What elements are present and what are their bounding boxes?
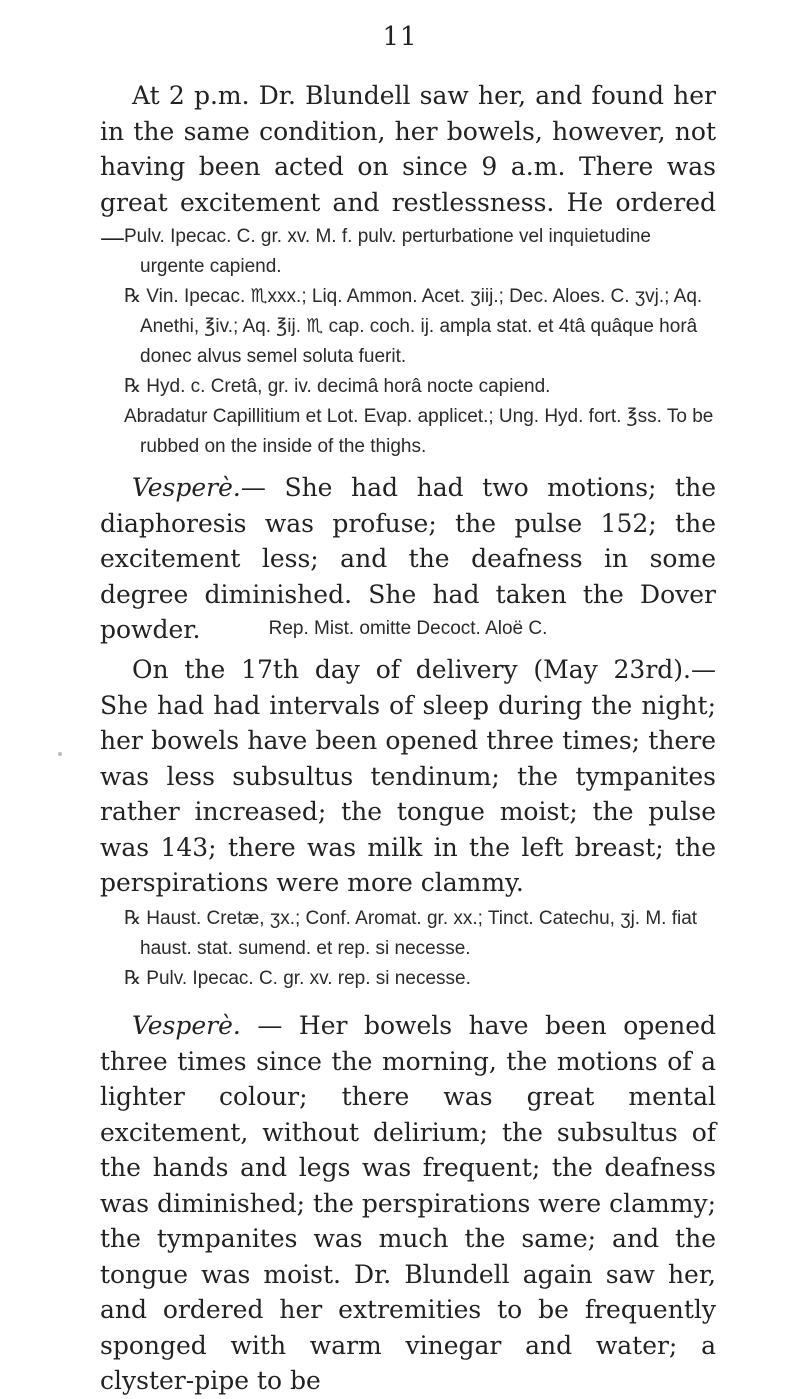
paragraph-body: — She had had two motions; the diaphoresis was profuse; the pulse 152; the excitement less; and the deafness in some degree diminished. She had taken the Dover powder.: [100, 473, 716, 644]
prescription-line: Rep. Mist. omitte Decoct. Aloë C.: [268, 618, 548, 639]
paragraph-text: At 2 p.m. Dr. Blundell saw her, and found her in the same condition, her bowels, however, not having been acted on since 9 a.m. There was great excitement and restlessness. He ordered—: [100, 81, 716, 252]
paragraph-17th-day: [100, 652, 716, 901]
prescription-line: Pulv. Ipecac. C. gr. xv. M. f. pulv. perturbatione vel inquietudine urgente capiend.: [124, 226, 651, 277]
vespere-label: Vesperè.: [132, 473, 241, 502]
paragraph-body: — Her bowels have been opened three times since the morning, the motions of a lighter colour; there was great mental excitement, without delirium; the subsultus of the hands and legs was frequent; the deafness was diminished; the perspirations were clammy; the tympanites was much the same; and the tongue was moist. Dr. Blundell again saw her, and ordered her extremities to be frequently sponged with warm vinegar and water; a clyster-pipe to be: [100, 1011, 717, 1395]
prescription-block-3: [100, 904, 716, 994]
prescription-line: ℞ Pulv. Ipecac. C. gr. xv. rep. si necesse.: [124, 968, 471, 989]
prescription-line: ℞ Vin. Ipecac. ♏xxx.; Liq. Ammon. Acet. ʒiij.; Dec. Aloes. C. ʒvj.; Aq. Anethi, ℥iv.; Aq. ℥ij. ♏ cap. coch. ij. ampla stat. et 4tâ quâque horâ donec alvus semel soluta fuerit.: [124, 286, 703, 367]
paragraph-evening-2: [100, 1008, 716, 1399]
vespere-label: Vesperè.: [132, 1011, 241, 1040]
margin-speck: [58, 752, 62, 756]
paragraph-text: On the 17th day of delivery (May 23rd).— She had had intervals of sleep during the night; her bowels have been opened three times; there was less subsultus tendinum; the tympanites rather increased; the tongue moist; the pulse was 143; there was milk in the left breast; the perspirations were more clammy.: [100, 655, 716, 897]
prescription-line: Abradatur Capillitium et Lot. Evap. applicet.; Ung. Hyd. fort. ℥ss. To be rubbed on the inside of the thighs.: [124, 406, 714, 457]
prescription-block-2: [100, 614, 716, 644]
prescription-line: ℞ Hyd. c. Cretâ, gr. iv. decimâ horâ nocte capiend.: [124, 376, 551, 397]
prescription-block-1: [100, 222, 716, 462]
prescription-line: ℞ Haust. Cretæ, ʒx.; Conf. Aromat. gr. xx.; Tinct. Catechu, ʒj. M. fiat haust. stat. sumend. et rep. si necesse.: [124, 908, 698, 959]
paragraph-text: [100, 1008, 716, 1399]
page-number: 11: [382, 22, 418, 52]
